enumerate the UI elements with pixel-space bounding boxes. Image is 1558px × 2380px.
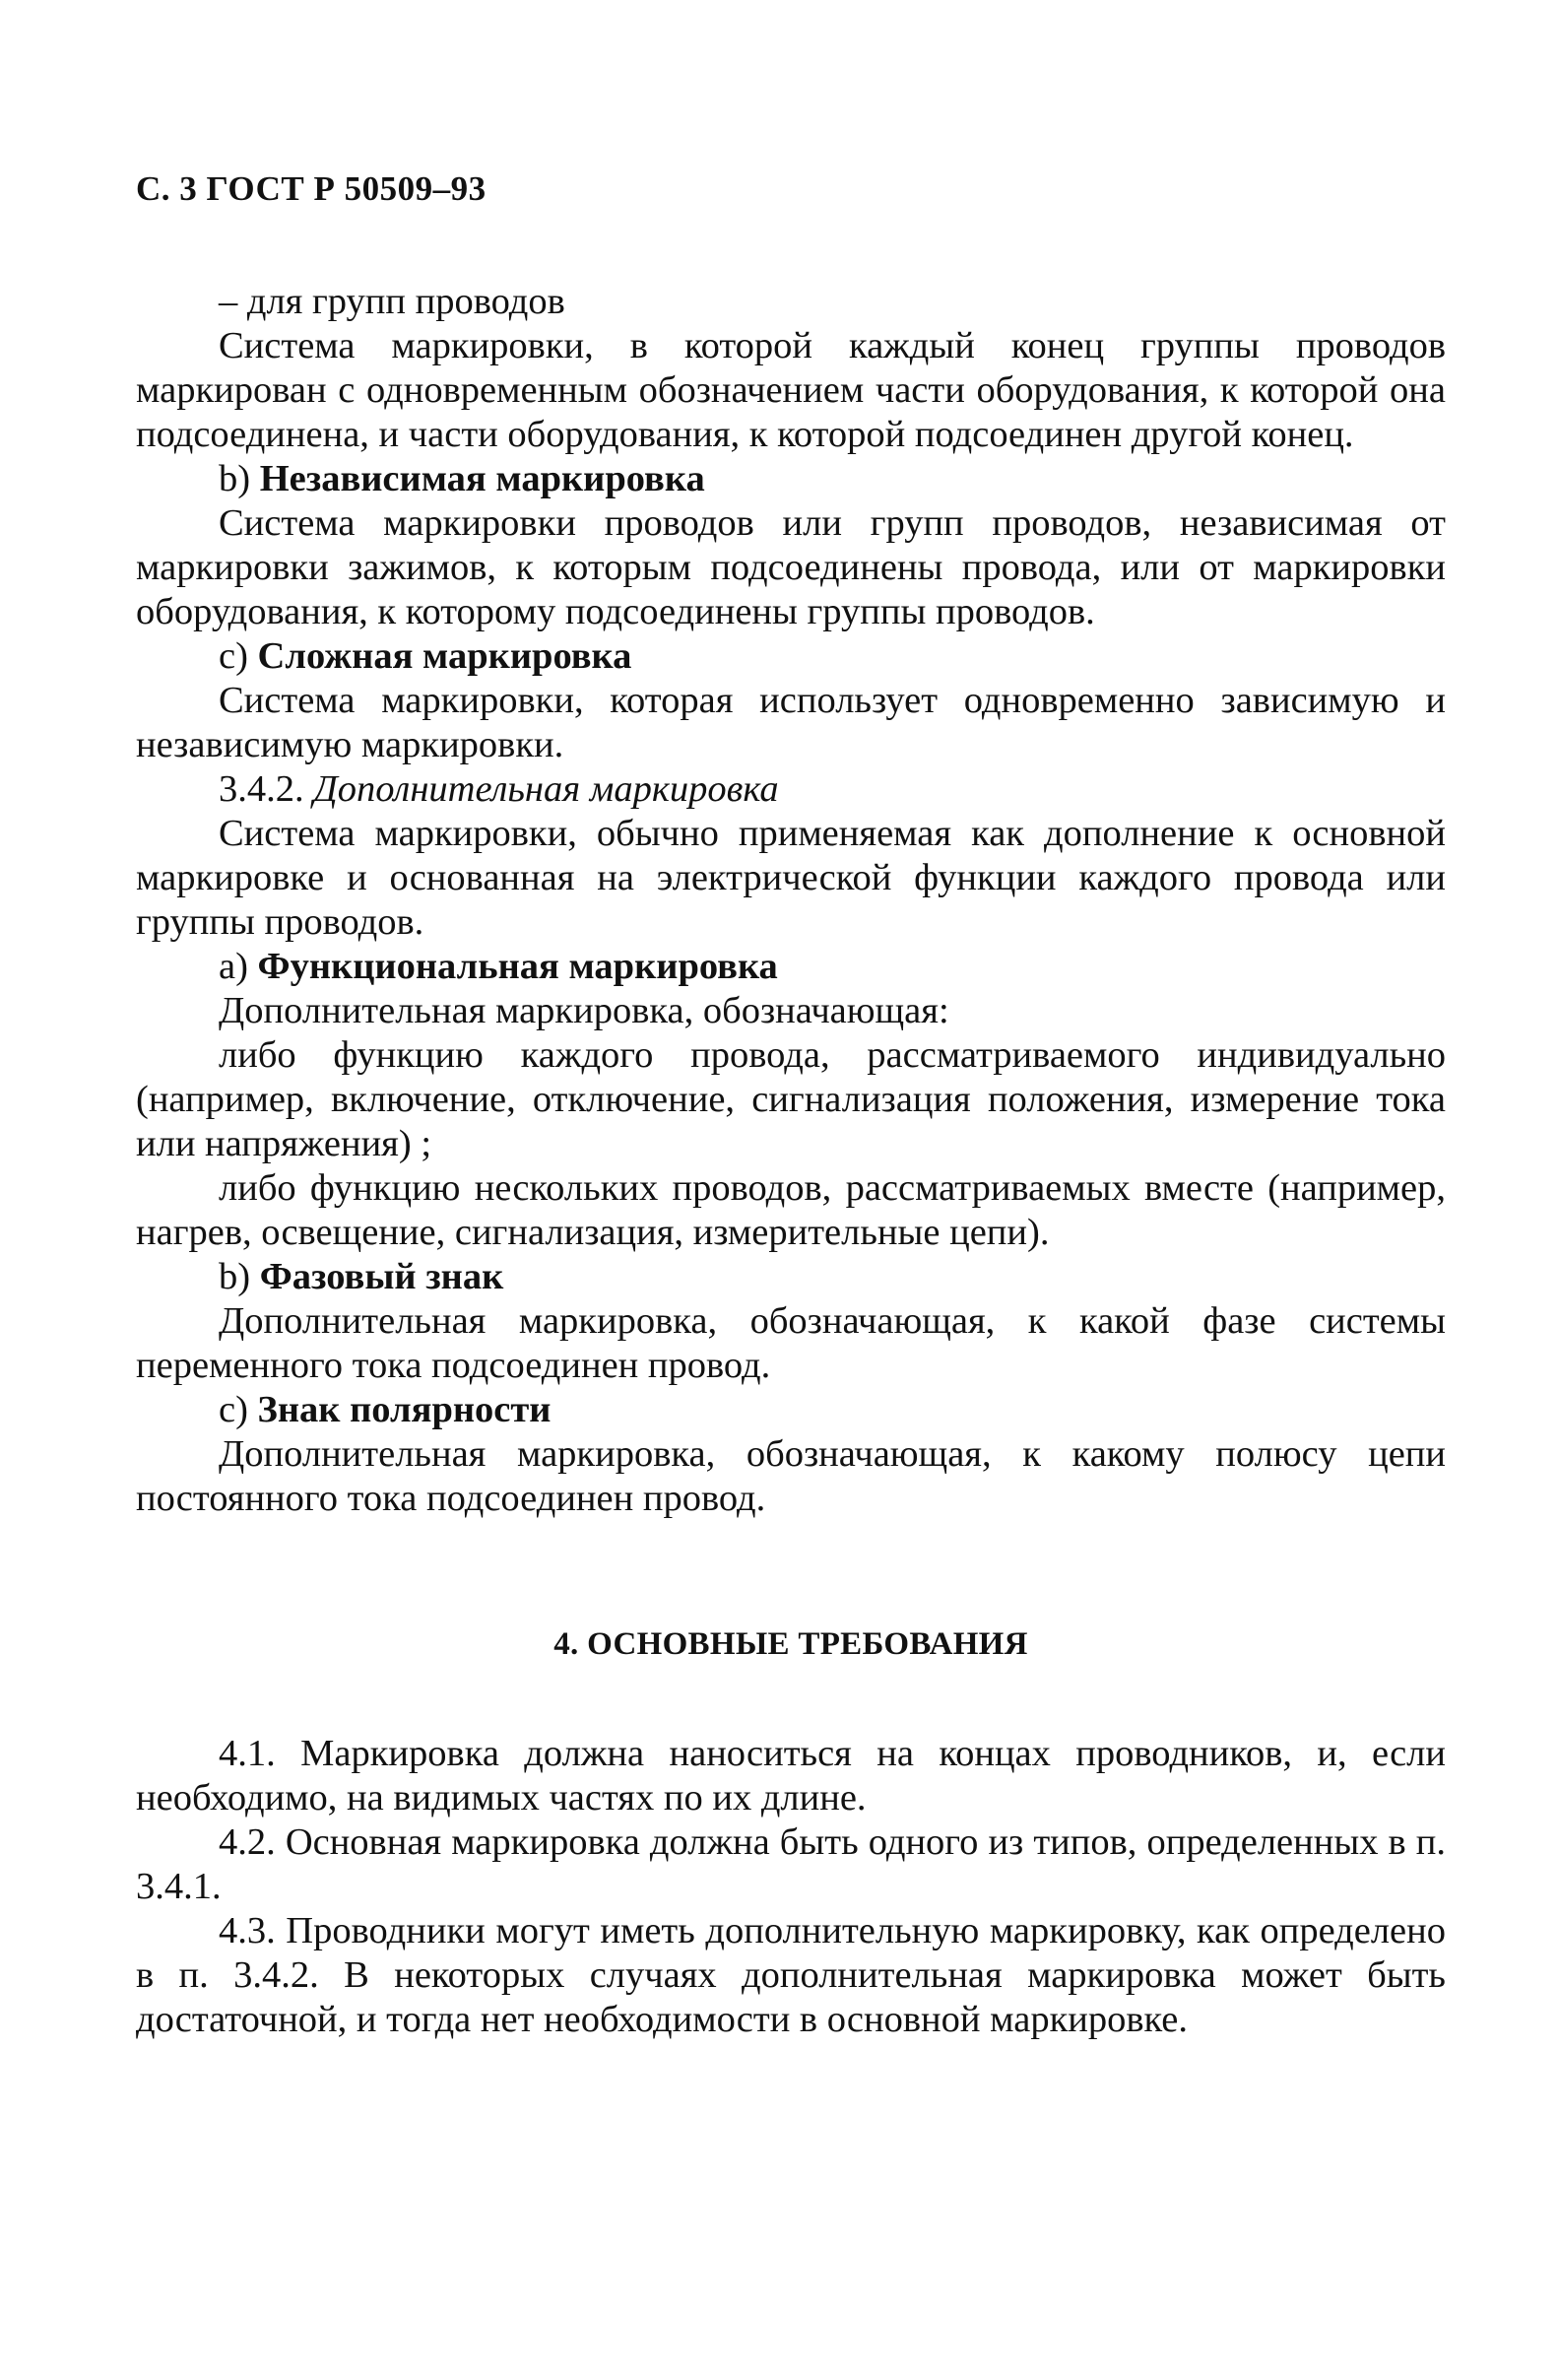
clause-number: 3.4.2.: [219, 768, 304, 810]
paragraph-additional-marking: Система маркировки, обычно применяемая как дополнение к основной маркировке и основанная на электрической функции каждого провода или группы проводов.: [136, 813, 1446, 943]
list-marker: с): [219, 1389, 248, 1430]
paragraph-functional-intro: Дополнительная маркировка, обозначающая:: [219, 990, 949, 1031]
paragraph-phase-sign: Дополнительная маркировка, обозначающая, к какой фазе системы переменного тока подсоединен провод.: [136, 1300, 1446, 1386]
clause-4-2: 4.2. Основная маркировка должна быть одного из типов, определенных в п. 3.4.1.: [136, 1821, 1446, 1907]
list-marker: b): [219, 1256, 251, 1297]
clause-4-3: 4.3. Проводники могут иметь дополнительную маркировку, как определено в п. 3.4.2. В некоторых случаях дополнительная маркировка может быть достаточной, и тогда нет необходимости в основной маркировке.: [136, 1910, 1446, 2040]
subheading-title: Независимая маркировка: [259, 458, 705, 499]
paragraph-functional-each: либо функцию каждого провода, рассматриваемого индивидуально (например, включение, отключение, сигнализация положения, измерение тока или напряжения) ;: [136, 1034, 1446, 1164]
page-header: С. 3 ГОСТ Р 50509–93: [136, 169, 487, 208]
subheading-functional-marking: [136, 945, 1446, 989]
clause-3-4-2-heading: [136, 767, 1446, 812]
subheading-title: Сложная маркировка: [257, 635, 632, 677]
list-marker: с): [219, 635, 248, 677]
paragraph-dependent-group-marking: Система маркировки, в которой каждый конец группы проводов маркирован с одновременным обозначением части оборудования, к которой она подсоединена, и части оборудования, к которой подсоединен другой конец.: [136, 325, 1446, 455]
subheading-title: Функциональная маркировка: [257, 946, 778, 987]
subheading-complex-marking: [136, 634, 1446, 679]
document-page: [136, 169, 1446, 2042]
subheading-independent-marking: [136, 457, 1446, 501]
list-marker: b): [219, 458, 251, 499]
dash-item: – для групп проводов: [219, 281, 565, 322]
paragraph-independent-marking: Система маркировки проводов или групп проводов, независимая от маркировки зажимов, к которым подсоединены провода, или от маркировки оборудования, к которому подсоединены группы проводов.: [136, 502, 1446, 632]
paragraph-polarity-sign: Дополнительная маркировка, обозначающая, к какому полюсу цепи постоянного тока подсоединен провод.: [136, 1433, 1446, 1519]
subheading-title: Фазовый знак: [259, 1256, 504, 1297]
paragraph-functional-several: либо функцию нескольких проводов, рассматриваемых вместе (например, нагрев, освещение, сигнализация, измерительные цепи).: [136, 1167, 1446, 1253]
paragraph-complex-marking: Система маркировки, которая использует одновременно зависимую и независимую маркировки.: [136, 680, 1446, 765]
list-marker: а): [219, 946, 248, 987]
clause-title: Дополнительная маркировка: [313, 768, 779, 810]
subheading-title: Знак полярности: [257, 1389, 552, 1430]
clause-4-1: 4.1. Маркировка должна наноситься на концах проводников, и, если необходимо, на видимых частях по их длине.: [136, 1733, 1446, 1818]
section-4-title: 4. ОСНОВНЫЕ ТРЕБОВАНИЯ: [553, 1626, 1028, 1662]
subheading-polarity-sign: [136, 1388, 1446, 1432]
subheading-phase-sign: [136, 1255, 1446, 1299]
